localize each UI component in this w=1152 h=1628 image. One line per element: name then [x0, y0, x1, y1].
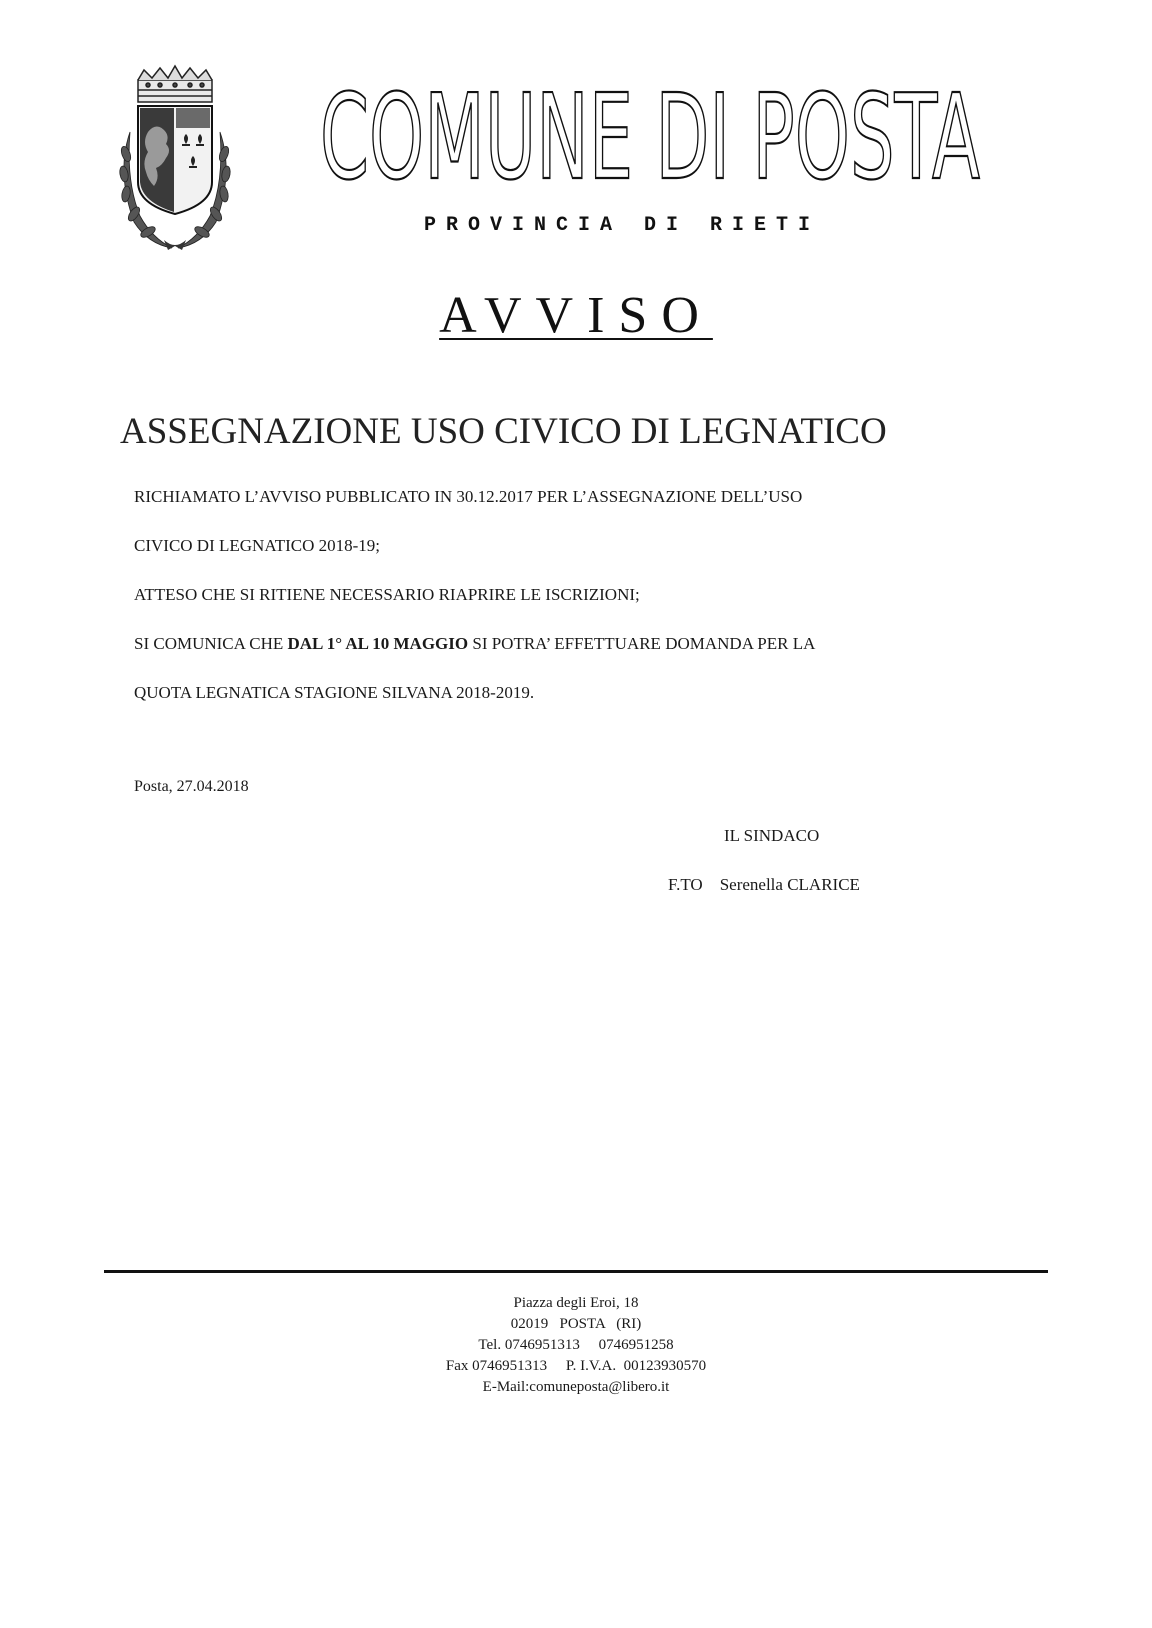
notice-line-4-suffix: SI POTRA’ EFFETTUARE DOMANDA PER LA — [468, 634, 816, 653]
provincia-label: PROVINCIA DI RIETI — [424, 214, 821, 237]
notice-date-range: DAL 1° AL 10 MAGGIO — [287, 634, 469, 653]
notice-line-4-prefix: SI COMUNICA CHE — [134, 634, 288, 653]
notice-line-4 — [134, 634, 815, 654]
municipal-coat-of-arms-icon — [108, 62, 242, 252]
footer-email: E-Mail:comuneposta@libero.it — [482, 1379, 670, 1395]
footer-fax-vat: Fax 0746951313 P. I.V.A. 00123930570 — [445, 1358, 707, 1374]
notice-subject: ASSEGNAZIONE USO CIVICO DI LEGNATICO — [120, 411, 887, 452]
notice-line-2: CIVICO DI LEGNATICO 2018-19; — [134, 536, 381, 555]
footer-city: 02019 POSTA (RI) — [510, 1316, 642, 1332]
footer-contacts — [0, 1293, 1152, 1398]
place-date: Posta, 27.04.2018 — [134, 778, 249, 795]
notice-line-5: QUOTA LEGNATICA STAGIONE SILVANA 2018-2019. — [134, 683, 535, 702]
signatory-name: F.TO Serenella CLARICE — [668, 875, 860, 894]
footer-address: Piazza degli Eroi, 18 — [513, 1295, 639, 1311]
footer-phone: Tel. 0746951313 0746951258 — [478, 1337, 674, 1353]
comune-title — [312, 78, 988, 190]
signatory-role: IL SINDACO — [724, 826, 820, 845]
footer-divider — [104, 1270, 1048, 1273]
notice-line-1: RICHIAMATO L’AVVISO PUBBLICATO IN 30.12.2017 PER L’ASSEGNAZIONE DELL’USO — [134, 487, 803, 506]
notice-heading: AVVISO — [439, 287, 713, 344]
notice-line-3: ATTESO CHE SI RITIENE NECESSARIO RIAPRIRE LE ISCRIZIONI; — [134, 585, 640, 604]
comune-title-text: COMUNE DI POSTA — [320, 78, 980, 190]
